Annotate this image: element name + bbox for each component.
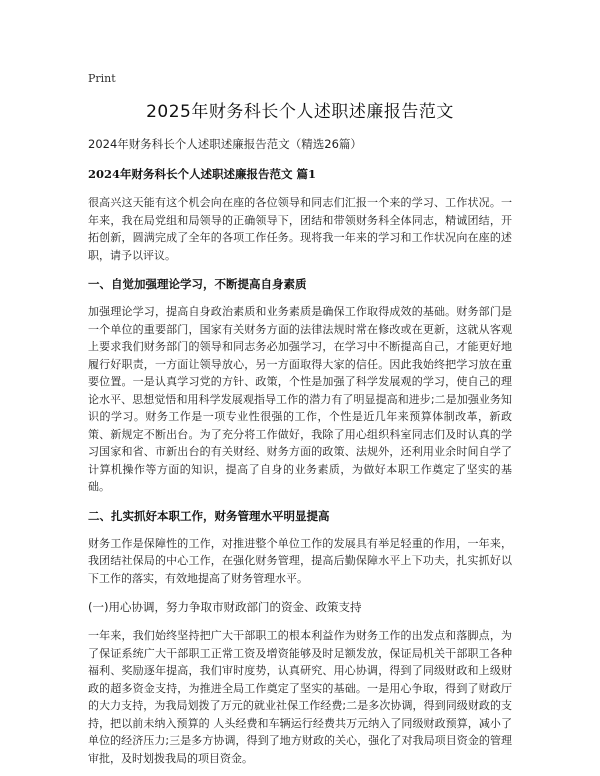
paragraph-three: 一年来，我们始终坚持把广大干部职工的根本利益作为财务工作的出发点和落脚点，为了保证系统广大干部职工正常工资及增资能够及时足额发放，保证局机关干部职工各种福利、奖励逐年提高，我们审时度势，认真研究、用心协调，得到了同级财政和上级财政的超多资金支持，为推进全局工作奠定了坚实的基础。一是用心争取，得到了财政厅的大力支持，为我局划拨了万元的就业社保工作经费;二是多次协调，得到同级财政的支持，把以前未纳入预算的 人头经费和车辆运行经费共万元纳入了同级财政预算，减小了单位的经济压力;三是多方协调，得到了地方财政的关心，强化了对我局项目资金的管理审批，及时划拨我局的项目资金。 bbox=[88, 629, 513, 765]
heading-one: 一、自觉加强理论学习，不断提高自身素质 bbox=[88, 277, 307, 291]
page-title: 2025年财务科长个人述职述廉报告范文 bbox=[146, 102, 454, 122]
subheading-one: (一)用心协调，努力争取市财政部门的资金、政策支持 bbox=[88, 600, 362, 614]
section-heading: 2024年财务科长个人述职述廉报告范文 篇1 bbox=[88, 167, 317, 181]
paragraph-one: 加强理论学习，提高自身政治素质和业务素质是确保工作取得成效的基础。财务部门是一个单位的重要部门，国家有关财务方面的法律法规时常在修改或在更新，这就从客观上要求我们财务部门的领导和同志务必加强学习，在学习中不断提高自己，才能更好地履行好职责，一方面让领导放心，另一方面取得大家的信任。因此我始终把学习放在重要位置。一是认真学习党的方针、政策，个性是加强了科学发展观的学习，使自己的理论水平、思想觉悟和用科学发展观指导工作的潜力有了明显提高和进步;二是加强业务知识的学习。财务工作是一项专业性很强的工作，个性是近几年来预算体制改革，新政策、新规定不断出台。为了充分将工作做好，我除了用心组织科室同志们及时认真的学习国家和省、市新出台的有关财经、财务方面的政策、法规外，还利用业余时间自学了计算机操作等方面的知识，提高了自身的业务素质，为做好本职工作奠定了坚实的基础。 bbox=[88, 305, 513, 493]
print-label[interactable]: Print bbox=[88, 72, 116, 85]
intro-paragraph: 很高兴这天能有这个机会向在座的各位领导和同志们汇报一个来的学习、工作状况。一年来，我在局党组和局领导的正确领导下，团结和带领财务科全体同志，精诚团结，开拓创新，圆满完成了全年的各项工作任务。现将我一年来的学习和工作状况向在座的述职，请予以评议。 bbox=[88, 196, 512, 262]
paragraph-two: 财务工作是保障性的工作，对推进整个单位工作的发展具有举足轻重的作用，一年来，我团结社保局的中心工作，在强化财务管理，提高后勤保障水平上下功夫，扎实抓好以下工作的落实，有效地提高了财务管理水平。 bbox=[88, 536, 512, 585]
document-subtitle: 2024年财务科长个人述职述廉报告范文（精选26篇） bbox=[88, 137, 362, 151]
heading-two: 二、扎实抓好本职工作，财务管理水平明显提高 bbox=[88, 508, 330, 523]
